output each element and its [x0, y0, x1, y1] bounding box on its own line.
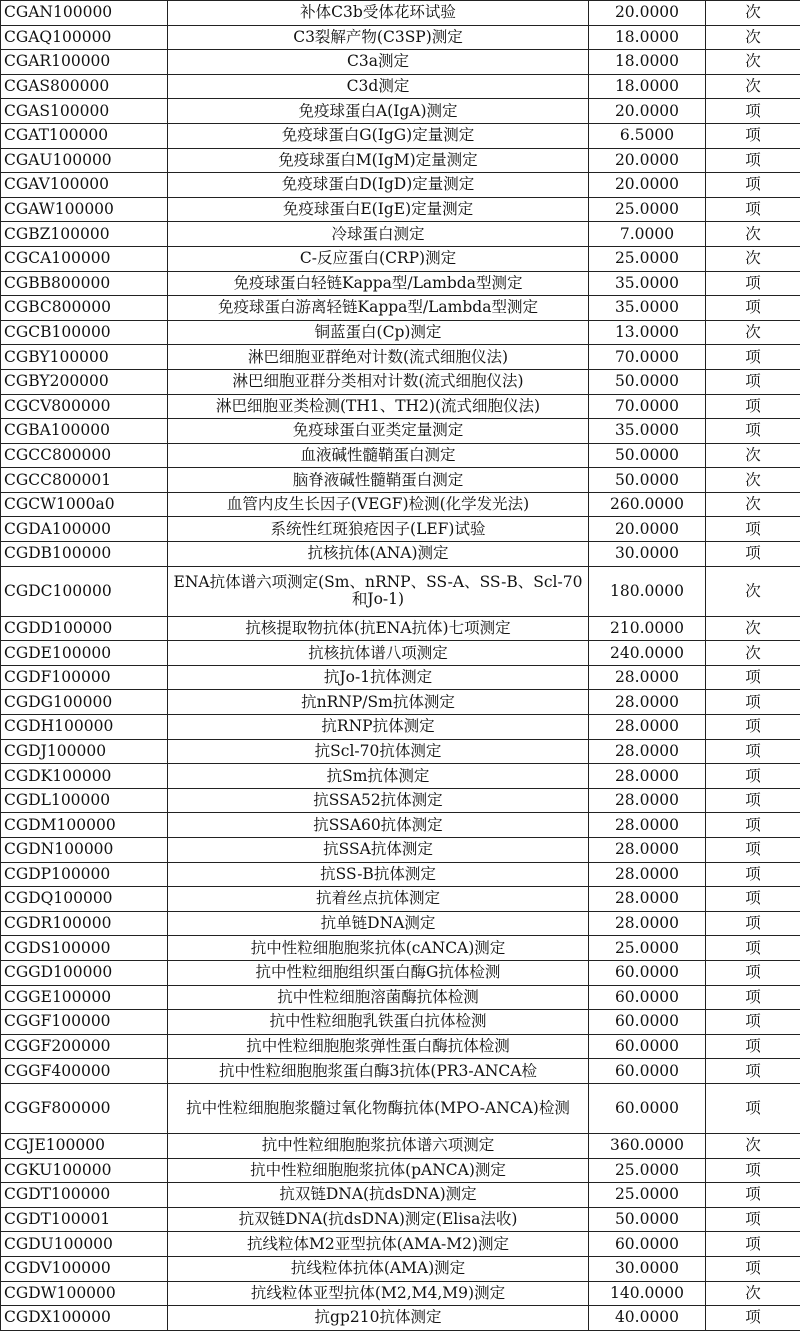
item-name-cell: 抗Jo-1抗体测定 — [168, 665, 589, 690]
table-row — [1, 1, 800, 26]
item-unit-cell: 项 — [706, 665, 800, 690]
item-name-cell: 冷球蛋白测定 — [168, 222, 589, 247]
item-code-cell: CGGD100000 — [1, 960, 168, 985]
item-name-cell: C-反应蛋白(CRP)测定 — [168, 246, 589, 271]
item-code-cell: CGCB100000 — [1, 320, 168, 345]
table-row — [1, 1083, 800, 1133]
item-code-cell: CGGF200000 — [1, 1034, 168, 1059]
item-unit-cell: 项 — [706, 985, 800, 1010]
item-unit-cell: 项 — [706, 1256, 800, 1281]
table-row — [1, 641, 800, 666]
item-unit-cell: 项 — [706, 1306, 800, 1331]
item-code-cell: CGCV800000 — [1, 394, 168, 419]
item-name-cell: 免疫球蛋白M(IgM)定量测定 — [168, 148, 589, 173]
item-price-cell: 25.0000 — [589, 1158, 706, 1183]
item-code-cell: CGAR100000 — [1, 50, 168, 75]
item-code-cell: CGCC800001 — [1, 468, 168, 493]
table-row — [1, 911, 800, 936]
item-unit-cell: 次 — [706, 468, 800, 493]
table-row — [1, 715, 800, 740]
item-code-cell: CGDX100000 — [1, 1306, 168, 1331]
item-name-cell: 血管内皮生长因子(VEGF)检测(化学发光法) — [168, 492, 589, 517]
item-price-cell: 60.0000 — [589, 1083, 706, 1133]
item-name-cell: 免疫球蛋白轻链Kappa型/Lambda型测定 — [168, 271, 589, 296]
item-unit-cell: 次 — [706, 246, 800, 271]
item-name-cell: 抗gp210抗体测定 — [168, 1306, 589, 1331]
item-price-cell: 50.0000 — [589, 468, 706, 493]
item-name-cell: 抗单链DNA测定 — [168, 911, 589, 936]
item-price-cell: 360.0000 — [589, 1133, 706, 1158]
item-unit-cell: 项 — [706, 838, 800, 863]
item-code-cell: CGAW100000 — [1, 197, 168, 222]
item-price-cell: 28.0000 — [589, 715, 706, 740]
table-row — [1, 1256, 800, 1281]
item-code-cell: CGGF400000 — [1, 1059, 168, 1084]
table-row — [1, 1010, 800, 1035]
item-price-cell: 140.0000 — [589, 1281, 706, 1306]
table-row — [1, 1133, 800, 1158]
item-name-cell: ENA抗体谱六项测定(Sm、nRNP、SS-A、SS-B、Scl-70和Jo-1) — [168, 566, 589, 616]
item-unit-cell: 项 — [706, 862, 800, 887]
item-name-cell: 血液碱性髓鞘蛋白测定 — [168, 443, 589, 468]
item-code-cell: CGBC800000 — [1, 296, 168, 321]
item-unit-cell: 次 — [706, 443, 800, 468]
item-code-cell: CGDA100000 — [1, 517, 168, 542]
table-row — [1, 394, 800, 419]
item-price-cell: 30.0000 — [589, 542, 706, 567]
item-price-cell: 50.0000 — [589, 369, 706, 394]
item-price-cell: 50.0000 — [589, 443, 706, 468]
item-unit-cell: 项 — [706, 788, 800, 813]
table-row — [1, 25, 800, 50]
item-price-cell: 70.0000 — [589, 345, 706, 370]
item-price-cell: 20.0000 — [589, 148, 706, 173]
table-row — [1, 1232, 800, 1257]
item-name-cell: 补体C3b受体花环试验 — [168, 1, 589, 26]
item-code-cell: CGJE100000 — [1, 1133, 168, 1158]
item-name-cell: 抗中性粒细胞胞浆抗体(cANCA)测定 — [168, 936, 589, 961]
item-price-cell: 6.5000 — [589, 123, 706, 148]
table-row — [1, 936, 800, 961]
item-code-cell: CGDK100000 — [1, 764, 168, 789]
item-code-cell: CGAT100000 — [1, 123, 168, 148]
item-name-cell: 抗线粒体抗体(AMA)测定 — [168, 1256, 589, 1281]
item-unit-cell: 次 — [706, 566, 800, 616]
item-unit-cell: 次 — [706, 1281, 800, 1306]
item-price-cell: 70.0000 — [589, 394, 706, 419]
item-unit-cell: 次 — [706, 641, 800, 666]
table-row — [1, 764, 800, 789]
item-unit-cell: 项 — [706, 123, 800, 148]
item-code-cell: CGGF800000 — [1, 1083, 168, 1133]
item-price-cell: 28.0000 — [589, 862, 706, 887]
item-price-cell: 28.0000 — [589, 838, 706, 863]
item-code-cell: CGAN100000 — [1, 1, 168, 26]
item-unit-cell: 项 — [706, 99, 800, 124]
item-code-cell: CGAV100000 — [1, 173, 168, 198]
table-row — [1, 173, 800, 198]
item-name-cell: 抗核提取物抗体(抗ENA抗体)七项测定 — [168, 616, 589, 641]
item-unit-cell: 项 — [706, 1083, 800, 1133]
table-row — [1, 960, 800, 985]
item-code-cell: CGDJ100000 — [1, 739, 168, 764]
table-row — [1, 1034, 800, 1059]
item-name-cell: 抗中性粒细胞胞浆抗体谱六项测定 — [168, 1133, 589, 1158]
item-code-cell: CGAS100000 — [1, 99, 168, 124]
item-unit-cell: 项 — [706, 715, 800, 740]
item-code-cell: CGDH100000 — [1, 715, 168, 740]
item-price-cell: 210.0000 — [589, 616, 706, 641]
table-row — [1, 1183, 800, 1208]
item-price-cell: 18.0000 — [589, 74, 706, 99]
item-name-cell: 免疫球蛋白A(IgA)测定 — [168, 99, 589, 124]
item-price-cell: 18.0000 — [589, 25, 706, 50]
item-code-cell: CGAQ100000 — [1, 25, 168, 50]
item-code-cell: CGCC800000 — [1, 443, 168, 468]
table-row — [1, 271, 800, 296]
table-row — [1, 566, 800, 616]
table-row — [1, 99, 800, 124]
table-row — [1, 813, 800, 838]
item-code-cell: CGDF100000 — [1, 665, 168, 690]
item-name-cell: 脑脊液碱性髓鞘蛋白测定 — [168, 468, 589, 493]
item-code-cell: CGDS100000 — [1, 936, 168, 961]
item-price-cell: 20.0000 — [589, 517, 706, 542]
item-unit-cell: 次 — [706, 492, 800, 517]
table-row — [1, 838, 800, 863]
table-row — [1, 50, 800, 75]
item-name-cell: 抗中性粒细胞胞浆髓过氧化物酶抗体(MPO-ANCA)检测 — [168, 1083, 589, 1133]
item-name-cell: 免疫球蛋白G(IgG)定量测定 — [168, 123, 589, 148]
item-name-cell: 免疫球蛋白亚类定量测定 — [168, 419, 589, 444]
table-row — [1, 296, 800, 321]
item-price-cell: 25.0000 — [589, 197, 706, 222]
table-row — [1, 985, 800, 1010]
item-unit-cell: 项 — [706, 369, 800, 394]
item-name-cell: 淋巴细胞亚群绝对计数(流式细胞仪法) — [168, 345, 589, 370]
item-unit-cell: 项 — [706, 197, 800, 222]
table-row — [1, 1306, 800, 1331]
item-code-cell: CGKU100000 — [1, 1158, 168, 1183]
item-name-cell: 抗Sm抗体测定 — [168, 764, 589, 789]
table-row — [1, 468, 800, 493]
item-unit-cell: 项 — [706, 517, 800, 542]
table-row — [1, 665, 800, 690]
item-code-cell: CGBA100000 — [1, 419, 168, 444]
table-row — [1, 123, 800, 148]
item-name-cell: 抗中性粒细胞组织蛋白酶G抗体检测 — [168, 960, 589, 985]
item-name-cell: 抗SS-B抗体测定 — [168, 862, 589, 887]
item-name-cell: 抗中性粒细胞溶菌酶抗体检测 — [168, 985, 589, 1010]
item-price-cell: 30.0000 — [589, 1256, 706, 1281]
item-unit-cell: 项 — [706, 296, 800, 321]
table-row — [1, 1207, 800, 1232]
item-unit-cell: 次 — [706, 25, 800, 50]
item-price-cell: 35.0000 — [589, 271, 706, 296]
item-code-cell: CGCA100000 — [1, 246, 168, 271]
item-code-cell: CGDQ100000 — [1, 887, 168, 912]
item-price-cell: 35.0000 — [589, 296, 706, 321]
item-code-cell: CGDR100000 — [1, 911, 168, 936]
item-unit-cell: 项 — [706, 1010, 800, 1035]
item-code-cell: CGDM100000 — [1, 813, 168, 838]
table-row — [1, 345, 800, 370]
item-price-cell: 20.0000 — [589, 99, 706, 124]
table-row — [1, 739, 800, 764]
table-row — [1, 246, 800, 271]
item-price-cell: 28.0000 — [589, 813, 706, 838]
item-price-cell: 13.0000 — [589, 320, 706, 345]
item-name-cell: 抗双链DNA(抗dsDNA)测定 — [168, 1183, 589, 1208]
item-name-cell: 抗中性粒细胞胞浆抗体(pANCA)测定 — [168, 1158, 589, 1183]
item-name-cell: 免疫球蛋白D(IgD)定量测定 — [168, 173, 589, 198]
item-price-cell: 7.0000 — [589, 222, 706, 247]
item-price-cell: 28.0000 — [589, 911, 706, 936]
table-row — [1, 419, 800, 444]
item-unit-cell: 次 — [706, 74, 800, 99]
item-unit-cell: 项 — [706, 911, 800, 936]
table-row — [1, 517, 800, 542]
table-row — [1, 443, 800, 468]
table-row — [1, 690, 800, 715]
item-price-cell: 28.0000 — [589, 788, 706, 813]
item-unit-cell: 项 — [706, 271, 800, 296]
item-price-cell: 28.0000 — [589, 764, 706, 789]
item-name-cell: 抗中性粒细胞胞浆蛋白酶3抗体(PR3-ANCA检 — [168, 1059, 589, 1084]
item-name-cell: 抗着丝点抗体测定 — [168, 887, 589, 912]
item-price-cell: 50.0000 — [589, 1207, 706, 1232]
item-code-cell: CGDL100000 — [1, 788, 168, 813]
item-unit-cell: 项 — [706, 690, 800, 715]
item-price-cell: 60.0000 — [589, 1034, 706, 1059]
item-name-cell: C3a测定 — [168, 50, 589, 75]
item-unit-cell: 项 — [706, 764, 800, 789]
item-unit-cell: 项 — [706, 1059, 800, 1084]
item-unit-cell: 项 — [706, 1034, 800, 1059]
item-unit-cell: 项 — [706, 394, 800, 419]
item-code-cell: CGBY100000 — [1, 345, 168, 370]
item-code-cell: CGDD100000 — [1, 616, 168, 641]
item-price-cell: 180.0000 — [589, 566, 706, 616]
item-name-cell: 铜蓝蛋白(Cp)测定 — [168, 320, 589, 345]
item-code-cell: CGAU100000 — [1, 148, 168, 173]
table-row — [1, 197, 800, 222]
item-code-cell: CGBY200000 — [1, 369, 168, 394]
item-name-cell: 免疫球蛋白E(IgE)定量测定 — [168, 197, 589, 222]
item-name-cell: C3裂解产物(C3SP)测定 — [168, 25, 589, 50]
item-code-cell: CGDV100000 — [1, 1256, 168, 1281]
item-name-cell: 抗双链DNA(抗dsDNA)测定(Elisa法收) — [168, 1207, 589, 1232]
table-row — [1, 616, 800, 641]
item-price-cell: 28.0000 — [589, 739, 706, 764]
item-name-cell: 免疫球蛋白游离轻链Kappa型/Lambda型测定 — [168, 296, 589, 321]
item-price-cell: 60.0000 — [589, 1010, 706, 1035]
item-code-cell: CGDC100000 — [1, 566, 168, 616]
item-unit-cell: 项 — [706, 739, 800, 764]
item-unit-cell: 项 — [706, 345, 800, 370]
item-price-cell: 40.0000 — [589, 1306, 706, 1331]
item-name-cell: 抗核抗体(ANA)测定 — [168, 542, 589, 567]
item-price-cell: 25.0000 — [589, 1183, 706, 1208]
item-unit-cell: 项 — [706, 1232, 800, 1257]
table-row — [1, 1281, 800, 1306]
table-row — [1, 492, 800, 517]
table-row — [1, 862, 800, 887]
item-code-cell: CGDN100000 — [1, 838, 168, 863]
item-unit-cell: 项 — [706, 419, 800, 444]
table-row — [1, 1059, 800, 1084]
item-price-cell: 28.0000 — [589, 665, 706, 690]
item-unit-cell: 项 — [706, 1158, 800, 1183]
item-price-cell: 28.0000 — [589, 887, 706, 912]
item-code-cell: CGDP100000 — [1, 862, 168, 887]
item-unit-cell: 次 — [706, 1, 800, 26]
item-name-cell: 抗线粒体亚型抗体(M2,M4,M9)测定 — [168, 1281, 589, 1306]
item-code-cell: CGDW100000 — [1, 1281, 168, 1306]
item-price-cell: 60.0000 — [589, 1059, 706, 1084]
item-price-cell: 25.0000 — [589, 936, 706, 961]
item-name-cell: 抗中性粒细胞胞浆弹性蛋白酶抗体检测 — [168, 1034, 589, 1059]
item-name-cell: 抗Scl-70抗体测定 — [168, 739, 589, 764]
item-price-cell: 60.0000 — [589, 985, 706, 1010]
item-code-cell: CGGF100000 — [1, 1010, 168, 1035]
price-table-body — [1, 1, 800, 1331]
item-price-cell: 20.0000 — [589, 173, 706, 198]
table-row — [1, 222, 800, 247]
item-unit-cell: 项 — [706, 887, 800, 912]
item-price-cell: 28.0000 — [589, 690, 706, 715]
item-name-cell: 抗线粒体M2亚型抗体(AMA-M2)测定 — [168, 1232, 589, 1257]
item-unit-cell: 项 — [706, 173, 800, 198]
table-row — [1, 788, 800, 813]
item-name-cell: 抗SSA60抗体测定 — [168, 813, 589, 838]
item-unit-cell: 次 — [706, 320, 800, 345]
item-code-cell: CGDE100000 — [1, 641, 168, 666]
item-price-cell: 260.0000 — [589, 492, 706, 517]
item-unit-cell: 项 — [706, 813, 800, 838]
item-name-cell: 抗nRNP/Sm抗体测定 — [168, 690, 589, 715]
item-unit-cell: 次 — [706, 50, 800, 75]
item-unit-cell: 项 — [706, 936, 800, 961]
item-name-cell: 淋巴细胞亚群分类相对计数(流式细胞仪法) — [168, 369, 589, 394]
item-code-cell: CGDB100000 — [1, 542, 168, 567]
item-code-cell: CGBB800000 — [1, 271, 168, 296]
item-name-cell: 抗SSA抗体测定 — [168, 838, 589, 863]
item-code-cell: CGDG100000 — [1, 690, 168, 715]
item-name-cell: 抗SSA52抗体测定 — [168, 788, 589, 813]
table-row — [1, 74, 800, 99]
item-unit-cell: 项 — [706, 542, 800, 567]
item-code-cell: CGGE100000 — [1, 985, 168, 1010]
item-name-cell: 抗RNP抗体测定 — [168, 715, 589, 740]
item-unit-cell: 次 — [706, 616, 800, 641]
item-unit-cell: 项 — [706, 960, 800, 985]
item-unit-cell: 次 — [706, 222, 800, 247]
item-name-cell: 抗核抗体谱八项测定 — [168, 641, 589, 666]
item-unit-cell: 项 — [706, 1183, 800, 1208]
item-code-cell: CGBZ100000 — [1, 222, 168, 247]
table-row — [1, 1158, 800, 1183]
item-unit-cell: 项 — [706, 148, 800, 173]
table-row — [1, 148, 800, 173]
item-price-cell: 240.0000 — [589, 641, 706, 666]
item-code-cell: CGAS800000 — [1, 74, 168, 99]
item-name-cell: C3d测定 — [168, 74, 589, 99]
item-name-cell: 抗中性粒细胞乳铁蛋白抗体检测 — [168, 1010, 589, 1035]
item-price-cell: 35.0000 — [589, 419, 706, 444]
item-price-cell: 60.0000 — [589, 1232, 706, 1257]
item-unit-cell: 次 — [706, 1133, 800, 1158]
item-price-cell: 60.0000 — [589, 960, 706, 985]
table-row — [1, 542, 800, 567]
table-row — [1, 887, 800, 912]
item-name-cell: 淋巴细胞亚类检测(TH1、TH2)(流式细胞仪法) — [168, 394, 589, 419]
table-row — [1, 320, 800, 345]
item-price-cell: 20.0000 — [589, 1, 706, 26]
item-name-cell: 系统性红斑狼疮因子(LEF)试验 — [168, 517, 589, 542]
item-price-cell: 25.0000 — [589, 246, 706, 271]
item-code-cell: CGDU100000 — [1, 1232, 168, 1257]
item-price-cell: 18.0000 — [589, 50, 706, 75]
item-unit-cell: 项 — [706, 1207, 800, 1232]
item-code-cell: CGCW1000a0 — [1, 492, 168, 517]
item-code-cell: CGDT100000 — [1, 1183, 168, 1208]
item-code-cell: CGDT100001 — [1, 1207, 168, 1232]
table-row — [1, 369, 800, 394]
